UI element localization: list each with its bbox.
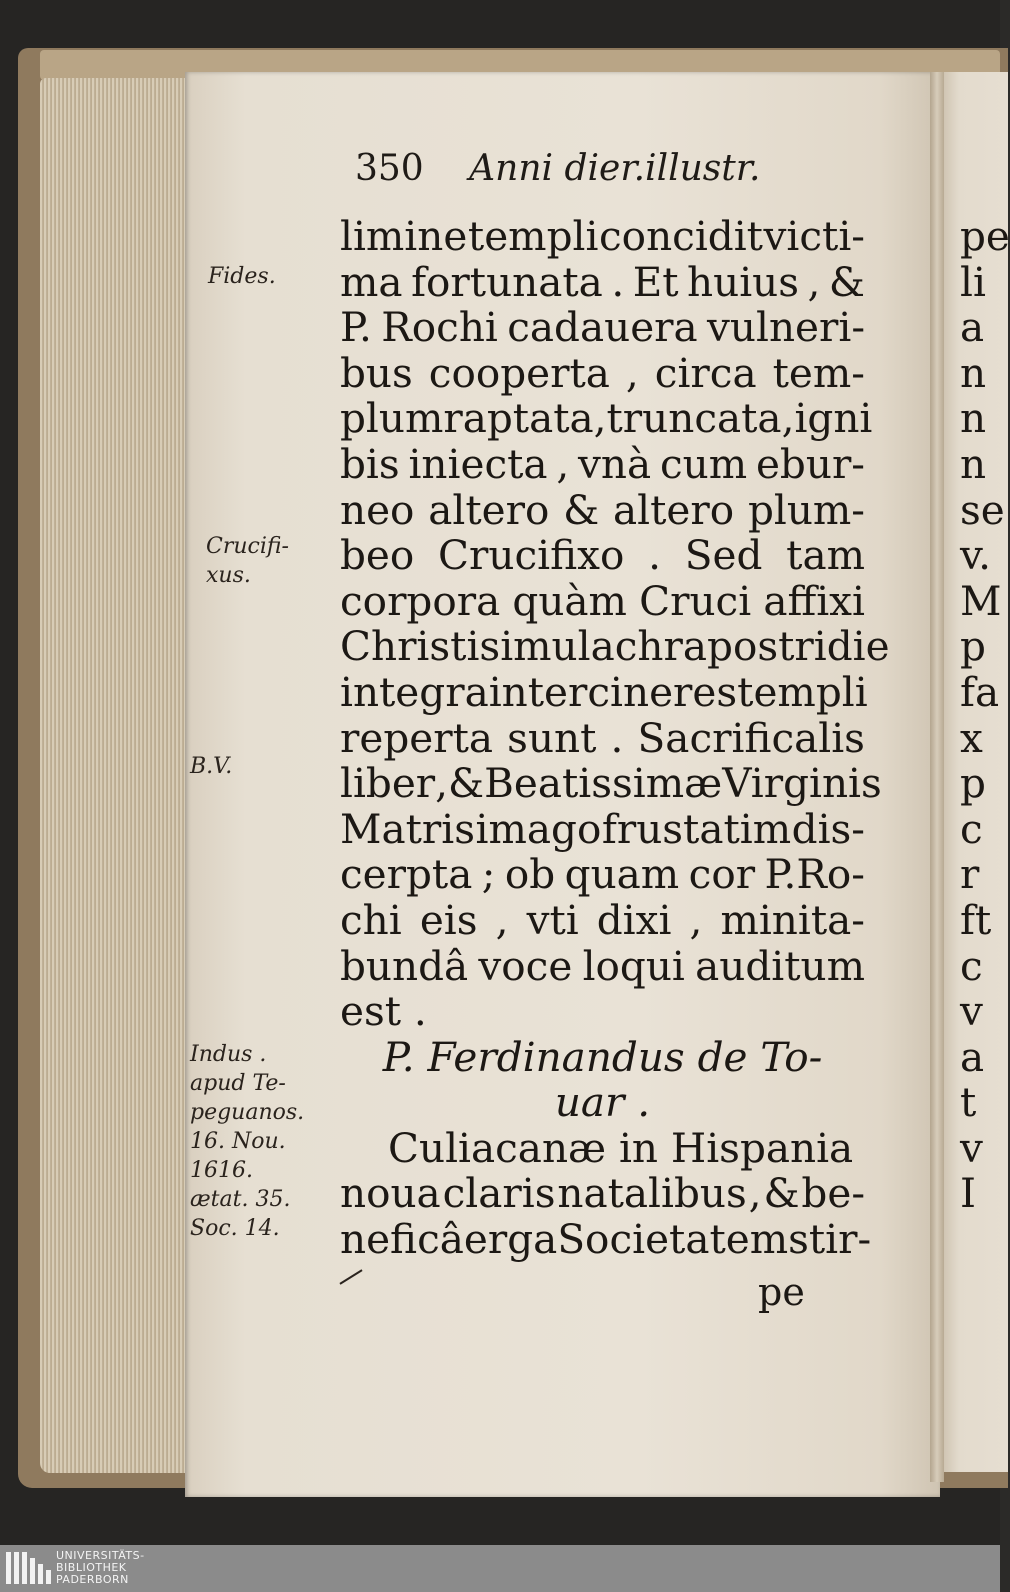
word: auditum [695,941,865,990]
word: chi [340,895,402,944]
text-line [340,214,865,260]
word: , [435,759,449,808]
facing-page-fragment: p [960,622,986,671]
logo-line: BIBLIOTHEK [56,1561,127,1574]
page-header [355,148,760,189]
margin-note-line: B.V. [190,754,233,779]
word: cum [659,439,748,488]
word: Virginis [722,759,882,808]
word: noua [340,1169,441,1218]
text-line [340,576,865,625]
facing-page-fragment: pe [960,212,1010,260]
word: Sacrificalis [637,713,865,762]
text-line: uar . [554,1078,651,1127]
word: be- [801,1169,865,1218]
word: imago [475,804,602,853]
text-line: Culiacanæ in Hispania [388,1123,854,1172]
word: stir- [788,1215,872,1264]
library-logo-text [56,1550,145,1586]
margin-note-indus [190,1040,304,1243]
text-line [340,394,873,443]
word: bis [340,439,400,488]
word: & [448,759,485,808]
margin-note-line: Soc. 14. [190,1216,280,1241]
text-line [340,667,868,716]
facing-page-fragment: c [960,941,983,990]
word: P. [340,303,372,352]
facing-page-fragment: M [960,576,1002,625]
word: victi- [763,212,865,260]
text-line: P. Ferdinandus de To- [382,1032,823,1081]
facing-page-fragment: I [960,1169,976,1218]
word: corpora [340,576,501,625]
facing-page-fragment: li [960,257,986,306]
facing-page-fragment: p [960,759,986,808]
word: affixi [763,576,865,625]
word: voce [478,941,573,990]
facing-page-fragment: se [960,485,1005,534]
word: tem- [772,348,865,397]
facing-page-fragment: n [960,394,987,443]
word: . [611,257,625,306]
word: dis- [791,804,865,853]
text-line [340,622,890,671]
word: ebur- [755,439,865,488]
word: minita- [720,895,865,944]
word: beo [340,531,415,580]
word: natalibus [557,1169,747,1218]
text-line [340,533,865,579]
margin-note-fides [208,262,276,291]
word: cadauera [507,303,698,352]
library-footer [0,1545,1000,1592]
word: , [495,895,509,944]
word: vti [526,895,579,944]
page-number: 350 [355,148,424,189]
word: postridie [707,622,890,671]
text-line [340,305,865,351]
facing-page-text [960,214,1010,1217]
word: bus [340,348,413,397]
text-line [340,1215,872,1264]
word: Sed [684,531,763,580]
word: templi [737,667,868,716]
word: truncata, [606,394,795,443]
facing-page-fragment: t [960,1078,977,1127]
text-line [340,941,865,990]
margin-note-line: xus. [206,563,251,588]
text-line [340,759,882,808]
word: inter [488,667,588,716]
margin-note-line: Crucifi- [206,534,289,559]
word: altero [613,485,735,534]
word: Crucifixo [438,531,625,580]
text-line [340,895,865,944]
text-line [340,439,865,488]
word: simulachra [479,622,708,671]
word: Rochi [381,303,498,352]
text-line [340,852,865,898]
logo-line: UNIVERSITÄTS- [56,1549,145,1562]
word: bundâ [340,941,469,990]
word: igni [794,394,873,443]
running-title: Anni dier.illustr. [469,148,761,189]
word: & [563,485,600,534]
word: vnà [578,439,652,488]
library-logo-icon [6,1552,51,1584]
word: quam [564,850,680,899]
text-line [340,485,865,534]
word: tam [786,531,865,580]
margin-note-line: Indus . [190,1042,267,1067]
logo-line: PADERBORN [56,1573,129,1586]
text-line [340,348,865,397]
word: , [748,1169,762,1218]
facing-page-fragment: x [960,713,983,762]
word: reperta [340,713,494,762]
text-line: est . [340,987,427,1036]
facing-page-fragment: a [960,303,985,352]
word: erga [463,1215,558,1264]
word: neficâ [340,1215,464,1264]
word: neo [340,485,415,534]
word: iniecta [408,439,548,488]
text-line [340,713,865,762]
word: Societatem [557,1215,789,1264]
word: quàm [512,576,627,625]
word: cooperta [428,348,610,397]
word: loqui [582,941,685,990]
word: frustatim [601,804,792,853]
facing-page-fragment: r [960,850,980,899]
word: , [689,895,703,944]
word: P.Ro- [764,850,865,899]
word: plum- [747,485,865,534]
margin-note-line: apud Te- [190,1071,286,1096]
word: & [763,1169,800,1218]
word: , [625,348,639,397]
word: & [828,257,865,306]
word: limine [340,212,468,260]
word: ; [481,850,496,899]
word: Beatissimæ [484,759,723,808]
word: dixi [596,895,672,944]
word: cerpta [340,850,473,899]
word: ob [504,850,556,899]
facing-page-fragment: v [960,1123,983,1172]
word: fortunata [411,257,603,306]
catchword: pe [758,1270,805,1314]
word: . [610,713,624,762]
main-text [340,212,890,1264]
word: sunt [507,713,597,762]
text-line [340,804,865,853]
text-line [340,1171,865,1217]
margin-note-crucifixus [206,532,289,590]
text-line [340,257,865,306]
word: Cruci [639,576,752,625]
facing-page-fragment: n [960,439,987,488]
margin-note-line: ætat. 35. [190,1187,291,1212]
facing-page-fragment: c [960,804,983,853]
margin-note-line: peguanos. [190,1100,305,1125]
margin-note-line: Fides. [208,264,276,289]
facing-page-fragment: a [960,1032,985,1081]
word: liber [340,759,436,808]
page-edges [40,78,190,1473]
word: cineres [587,667,738,716]
word: ma [340,257,403,306]
margin-note-line: 1616. [190,1158,253,1183]
word: raptata, [443,394,607,443]
word: , [807,257,821,306]
word: cor [688,850,756,899]
margin-note-line: 16. Nou. [190,1129,286,1154]
word: Et [632,257,679,306]
word: concidit [599,212,763,260]
word: , [556,439,570,488]
word: huius [687,257,800,306]
word: integra [340,667,489,716]
word: eis [419,895,478,944]
word: templi [467,212,599,260]
gutter [930,72,944,1482]
word: Christi [340,622,480,671]
word: . [648,531,661,580]
word: Matris [340,804,475,853]
word: circa [654,348,757,397]
word: claris [442,1169,556,1218]
facing-page-fragment: ft [960,895,992,944]
facing-page-fragment: n [960,348,987,397]
facing-page-fragment: fa [960,667,1000,716]
facing-page-fragment: v [960,987,983,1036]
word: altero [428,485,550,534]
word: vulneri- [707,303,865,352]
margin-note-bv [190,752,232,781]
facing-page-fragment: v. [960,531,991,580]
word: plum [340,394,444,443]
